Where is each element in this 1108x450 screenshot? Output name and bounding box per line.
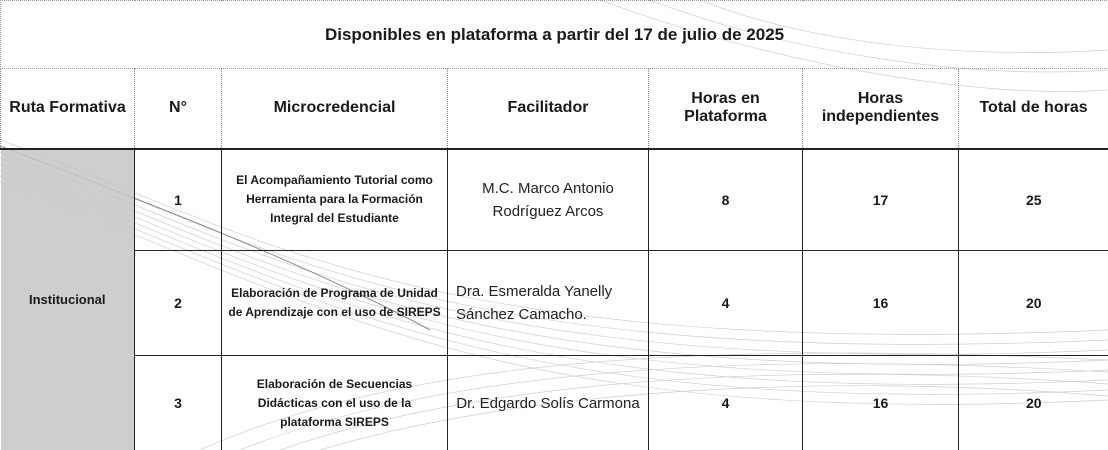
horas-independientes-value: 16: [803, 251, 959, 356]
ruta-formativa-cell: Institucional: [1, 149, 135, 450]
header-microcredencial: Microcredencial: [222, 69, 448, 149]
facilitador-name: Dr. Edgardo Solís Carmona: [448, 356, 649, 450]
total-horas-value: 20: [959, 251, 1108, 356]
header-horas-independientes: Horas independientes: [803, 69, 959, 149]
table-title: Disponibles en plataforma a partir del 17 de julio de 2025: [1, 1, 1108, 69]
row-number: 3: [135, 356, 222, 450]
facilitador-name: M.C. Marco Antonio Rodríguez Arcos: [448, 149, 649, 251]
horas-plataforma-value: 4: [649, 356, 803, 450]
header-ruta-formativa: Ruta Formativa: [1, 69, 135, 149]
table-row: [1, 356, 1108, 450]
title-row: [1, 1, 1108, 69]
table-row: [1, 251, 1108, 356]
microcredencial-name: El Acompañamiento Tutorial como Herramienta para la Formación Integral del Estudiante: [222, 149, 448, 251]
header-facilitador: Facilitador: [448, 69, 649, 149]
header-total-horas: Total de horas: [959, 69, 1108, 149]
horas-independientes-value: 16: [803, 356, 959, 450]
row-number: 1: [135, 149, 222, 251]
horas-plataforma-value: 4: [649, 251, 803, 356]
microcredencial-name: Elaboración de Programa de Unidad de Aprendizaje con el uso de SIREPS: [222, 251, 448, 356]
total-horas-value: 20: [959, 356, 1108, 450]
horas-plataforma-value: 8: [649, 149, 803, 251]
row-number: 2: [135, 251, 222, 356]
header-horas-plataforma: Horas en Plataforma: [649, 69, 803, 149]
total-horas-value: 25: [959, 149, 1108, 251]
microcredencial-name: Elaboración de Secuencias Didácticas con el uso de la plataforma SIREPS: [222, 356, 448, 450]
header-row: [1, 69, 1108, 149]
horas-independientes-value: 17: [803, 149, 959, 251]
table-row: [1, 149, 1108, 251]
facilitador-name: Dra. Esmeralda Yanelly Sánchez Camacho.: [448, 251, 649, 356]
header-numero: N°: [135, 69, 222, 149]
